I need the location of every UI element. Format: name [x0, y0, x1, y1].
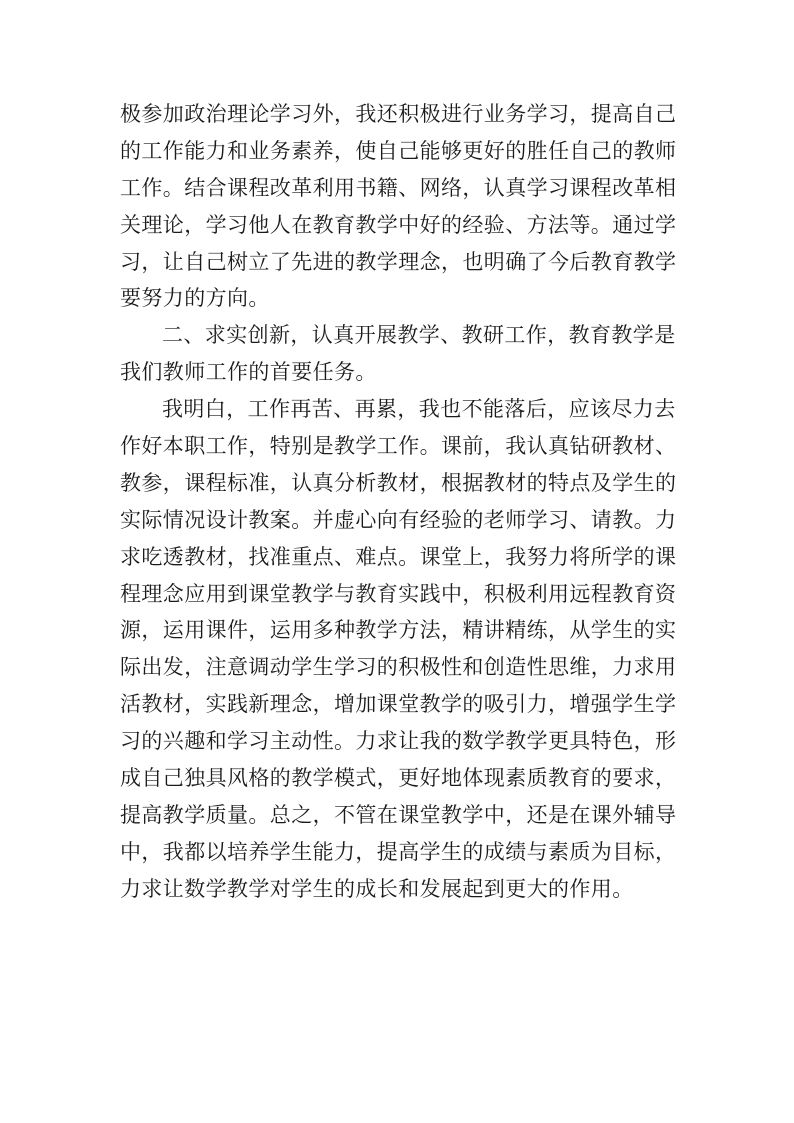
paragraph-heading: 二、求实创新，认真开展教学、教研工作，教育教学是 — [162, 323, 676, 348]
text-line: 我明白，工作再苦、再累，我也不能落后，应该尽力去 — [162, 397, 676, 422]
text-line: 提高教学质量。总之，不管在课堂教学中，还是在课外辅导 — [120, 802, 677, 827]
text-line: 的工作能力和业务素养，使自己能够更好的胜任自己的教师 — [120, 138, 677, 163]
text-line: 际出发，注意调动学生学习的积极性和创造性思维，力求用 — [120, 655, 677, 680]
text-line: 工作。结合课程改革利用书籍、网络，认真学习课程改革相 — [120, 175, 677, 200]
text-line: 关理论，学习他人在教育教学中好的经验、方法等。通过学 — [120, 212, 677, 237]
text-line: 习，让自己树立了先进的教学理念，也明确了今后教育教学 — [120, 249, 677, 274]
text-line: 我们教师工作的首要任务。 — [120, 360, 377, 385]
text-line: 要努力的方向。 — [120, 286, 270, 311]
text-line: 成自己独具风格的教学模式，更好地体现素质教育的要求， — [120, 766, 677, 791]
text-line: 力求让数学教学对学生的成长和发展起到更大的作用。 — [120, 876, 634, 901]
text-line: 作好本职工作，特别是教学工作。课前，我认真钻研教材、 — [120, 434, 677, 459]
text-line: 程理念应用到课堂教学与教育实践中，积极利用远程教育资 — [120, 581, 677, 606]
text-line: 求吃透教材，找准重点、难点。课堂上，我努力将所学的课 — [120, 544, 677, 569]
text-line: 活教材，实践新理念，增加课堂教学的吸引力，增强学生学 — [120, 692, 677, 717]
text-line: 教参，课程标准，认真分析教材，根据教材的特点及学生的 — [120, 470, 677, 495]
text-line: 中，我都以培养学生能力，提高学生的成绩与素质为目标， — [120, 839, 677, 864]
text-line: 极参加政治理论学习外，我还积极进行业务学习，提高自己 — [120, 102, 677, 126]
text-line: 实际情况设计教案。并虚心向有经验的老师学习、请教。力 — [120, 507, 677, 532]
body-text — [120, 96, 676, 908]
text-line: 习的兴趣和学习主动性。力求让我的数学教学更具特色，形 — [120, 729, 677, 754]
text-line: 源，运用课件，运用多种教学方法，精讲精练，从学生的实 — [120, 618, 677, 643]
